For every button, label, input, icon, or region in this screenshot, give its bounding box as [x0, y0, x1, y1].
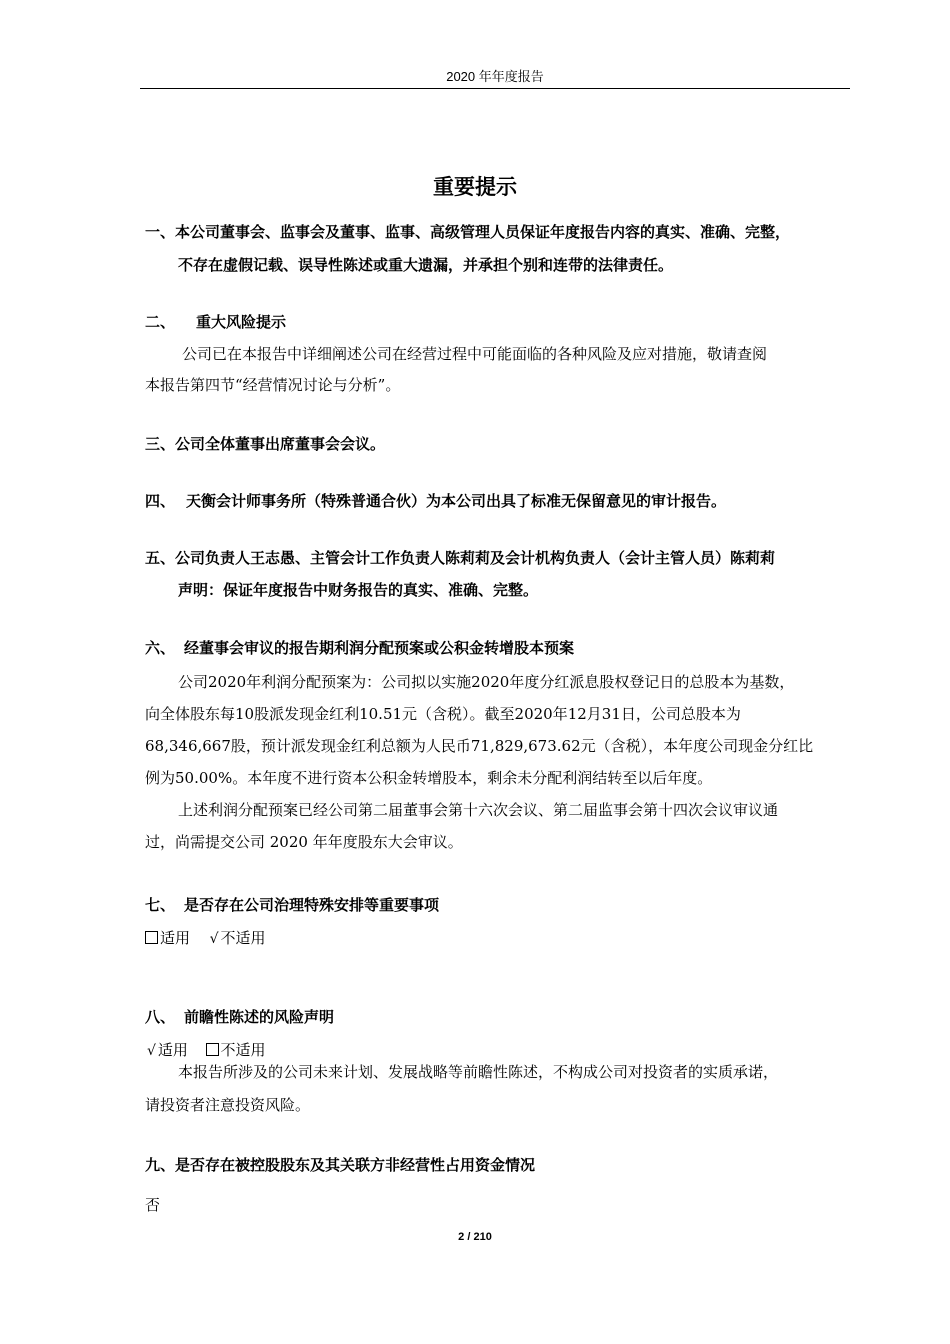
section-9-heading: 九、是否存在被控股股东及其关联方非经营性占用资金情况: [145, 1156, 536, 1174]
section-7-number: 七、: [145, 896, 176, 914]
section-6-heading: 经董事会审议的报告期利润分配预案或公积金转增股本预案: [184, 639, 575, 657]
section-8-options: [147, 1040, 266, 1061]
section-2-number: 二、: [145, 313, 176, 331]
section-5-line-2: 声明：保证年度报告中财务报告的真实、准确、完整。: [178, 581, 539, 599]
section-6-paragraph-line-1: 公司2020年利润分配预案为：公司拟以实施2020年度分红派息股权登记日的总股本为基数，: [178, 673, 795, 691]
section-8-number: 八、: [145, 1008, 176, 1026]
section-2-heading: 重大风险提示: [196, 313, 287, 331]
section-1-line-2: 不存在虚假记载、误导性陈述或重大遗漏，并承担个别和连带的法律责任。: [178, 256, 674, 274]
section-6-paragraph-line-5: 上述利润分配预案已经公司第二届董事会第十六次会议、第二届监事会第十四次会议审议通: [178, 801, 779, 819]
header-divider: [140, 88, 850, 89]
section-6-paragraph-line-2: 向全体股东每10股派发现金红利10.51元（含税）。截至2020年12月31日，公司总股本为: [145, 705, 741, 723]
section-9-answer: 否: [145, 1196, 161, 1214]
section-3-text: 三、公司全体董事出席董事会会议。: [145, 435, 386, 453]
section-8-paragraph-line-1: 本报告所涉及的公司未来计划、发展战略等前瞻性陈述，不构成公司对投资者的实质承诺，: [178, 1063, 779, 1081]
applicable-label: 适用: [160, 929, 191, 947]
section-6-paragraph-line-6: 过，尚需提交公司 2020 年年度股东大会审议。: [145, 833, 463, 851]
section-7-heading: 是否存在公司治理特殊安排等重要事项: [184, 896, 440, 914]
section-8-paragraph-line-2: 请投资者注意投资风险。: [145, 1096, 311, 1114]
check-mark-icon: √: [209, 931, 219, 947]
section-2-paragraph-line-1: 公司已在本报告中详细阐述公司在经营过程中可能面临的各种风险及应对措施，敬请查阅: [182, 345, 768, 363]
applicable-checkbox-empty-icon: [145, 931, 158, 944]
report-header: 2020 年年度报告: [446, 69, 544, 84]
section-1-line-1: 一、本公司董事会、监事会及董事、监事、高级管理人员保证年度报告内容的真实、准确、完整，: [145, 223, 791, 241]
not-applicable-label: 不适用: [220, 929, 266, 947]
section-7-options: [145, 928, 266, 949]
section-8-heading: 前瞻性陈述的风险声明: [184, 1008, 335, 1026]
section-6-number: 六、: [145, 639, 176, 657]
applicable-label: 适用: [157, 1041, 188, 1059]
page-number: 2 / 210: [458, 1231, 492, 1243]
section-5-line-1: 五、公司负责人王志愚、主管会计工作负责人陈莉莉及会计机构负责人（会计主管人员）陈莉莉: [145, 549, 776, 567]
not-applicable-label: 不适用: [220, 1041, 266, 1059]
check-mark-icon: √: [147, 1043, 156, 1059]
section-6-paragraph-line-3: 68,346,667股，预计派发现金红利总额为人民币71,829,673.62元（含税），本年度公司现金分红比: [145, 737, 814, 755]
section-6-paragraph-line-4: 例为50.00%。本年度不进行资本公积金转增股本，剩余未分配利润结转至以后年度。: [145, 769, 713, 787]
section-2-paragraph-line-2: 本报告第四节“经营情况讨论与分析”。: [145, 376, 401, 394]
page-title: 重要提示: [433, 175, 517, 199]
section-4-number: 四、: [145, 492, 176, 510]
section-4-text: 天衡会计师事务所（特殊普通合伙）为本公司出具了标准无保留意见的审计报告。: [186, 492, 727, 510]
not-applicable-checkbox-empty-icon: [206, 1043, 219, 1056]
